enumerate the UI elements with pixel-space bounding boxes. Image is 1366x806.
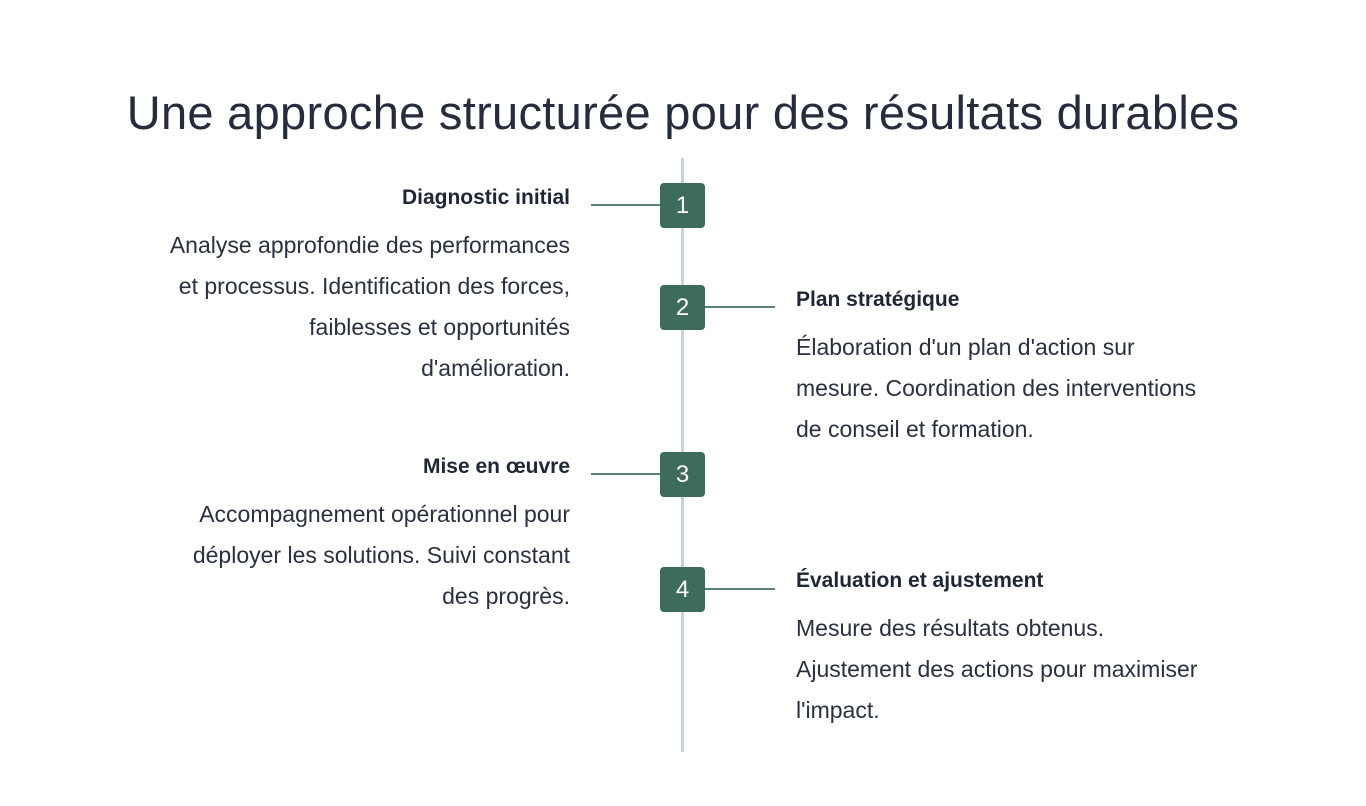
step-1-description	[70, 225, 570, 389]
step-1-description-line: d'amélioration.	[421, 355, 570, 381]
step-3-content	[70, 454, 570, 617]
step-3-connector	[591, 473, 660, 475]
step-1-number-badge: 1	[660, 183, 705, 228]
step-4-content	[796, 568, 1296, 731]
step-4-title: Évaluation et ajustement	[796, 569, 1044, 592]
step-4-description	[796, 608, 1296, 731]
step-2-description	[796, 327, 1296, 450]
step-2-content	[796, 287, 1296, 450]
step-1-description-line: faiblesses et opportunités	[309, 314, 570, 340]
step-4-description-line: Mesure des résultats obtenus.	[796, 615, 1105, 641]
step-3-description-line: Accompagnement opérationnel pour	[199, 501, 570, 527]
step-1-title: Diagnostic initial	[401, 186, 570, 209]
step-1-description-line: Analyse approfondie des performances	[169, 232, 570, 258]
step-2-number-badge: 2	[660, 285, 705, 330]
step-3-number-badge: 3	[660, 452, 705, 497]
step-3-description-line: des progrès.	[442, 583, 570, 609]
step-2-description-line: de conseil et formation.	[796, 416, 1034, 442]
step-2-description-line: mesure. Coordination des interventions	[796, 375, 1197, 401]
step-4-description-line: Ajustement des actions pour maximiser	[796, 656, 1198, 682]
step-2-description-line: Élaboration d'un plan d'action sur	[796, 334, 1135, 360]
step-4-number-badge: 4	[660, 567, 705, 612]
step-2-title: Plan stratégique	[796, 288, 960, 311]
step-3-description	[70, 494, 570, 617]
step-3-title: Mise en œuvre	[422, 455, 570, 478]
step-1-content	[70, 185, 570, 389]
step-1-connector	[591, 204, 660, 206]
page-title: Une approche structurée pour des résultats durables	[126, 86, 1240, 140]
step-2-connector	[705, 306, 775, 308]
step-4-connector	[705, 588, 775, 590]
step-1-description-line: et processus. Identification des forces,	[178, 273, 570, 299]
step-3-description-line: déployer les solutions. Suivi constant	[192, 542, 570, 568]
step-4-description-line: l'impact.	[796, 697, 880, 723]
